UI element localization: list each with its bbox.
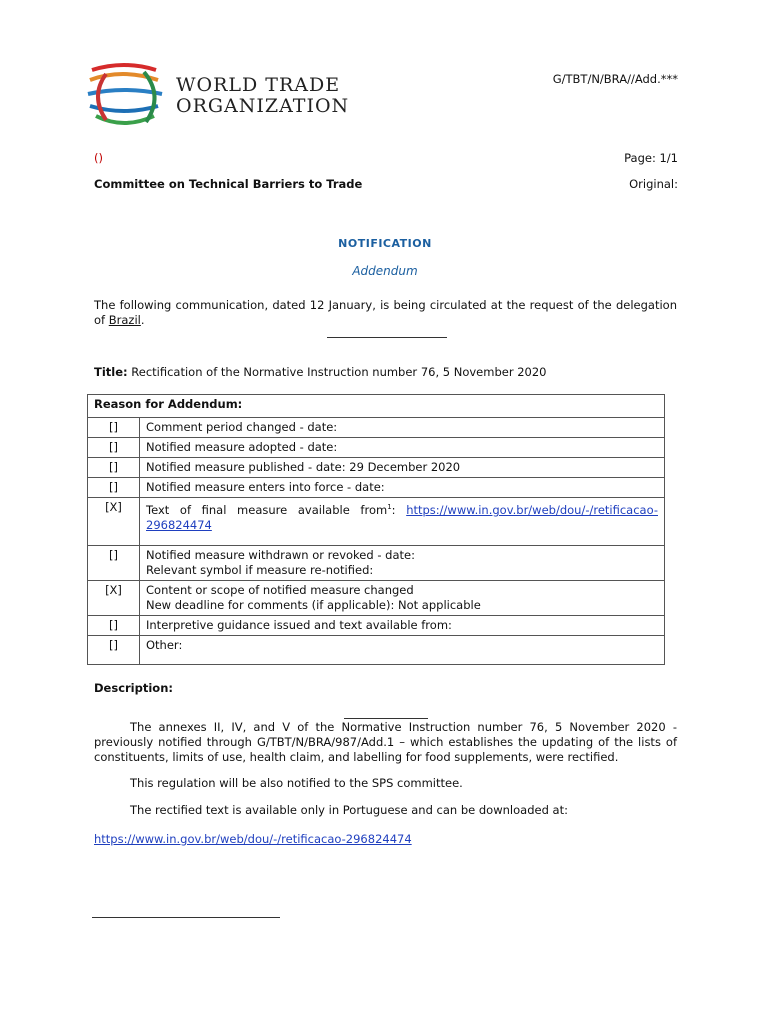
reason-text: Notified measure published - date: 29 December 2020 [140, 458, 665, 478]
table-row [88, 580, 665, 615]
footnote-separator [92, 917, 280, 918]
table-row [88, 458, 665, 478]
notification-heading: NOTIFICATION [338, 237, 432, 250]
description-paragraph-3: The rectified text is available only in Portuguese and can be downloaded at: [130, 803, 568, 817]
checkbox-mark: [] [88, 615, 140, 635]
date-placeholder: () [94, 151, 103, 165]
reasons-heading: Reason for Addendum: [88, 395, 665, 418]
table-row [88, 498, 665, 546]
reason-text [140, 498, 665, 546]
table-row [88, 418, 665, 438]
intro-paragraph [94, 298, 677, 328]
description-paragraph-2: This regulation will be also notified to the SPS committee. [130, 776, 463, 790]
addendum-subheading: Addendum [352, 264, 418, 278]
reason-line: Content or scope of notified measure changed [146, 582, 414, 597]
reason-text: Other: [140, 635, 665, 664]
reason-text [140, 580, 665, 615]
title-label: Title: [94, 365, 128, 379]
table-row [88, 615, 665, 635]
table-row [88, 635, 665, 664]
description-paragraph-1: The annexes II, IV, and V of the Normative Instruction number 76, 5 November 2020 - previously notified through G/TBT/N/BRA/987/Add.1 – which establishes the updating of the lists of constituents, limits of use, health claim, and labelling for food supplements, were rectified. [94, 720, 677, 764]
checkbox-mark: [] [88, 438, 140, 458]
section-divider [327, 337, 447, 338]
reason-line: Notified measure withdrawn or revoked - date: [146, 547, 415, 562]
reason-text [140, 545, 665, 580]
checkbox-mark: [] [88, 545, 140, 580]
document-symbol: G/TBT/N/BRA//Add.*** [552, 72, 678, 86]
reason-text-main: Text of final measure available from [146, 502, 388, 517]
reason-text: Comment period changed - date: [140, 418, 665, 438]
description-label: Description: [94, 681, 173, 695]
final-measure-link[interactable]: https://www.in.gov.br/web/dou/-/retificacao-296824474 [146, 502, 658, 532]
wto-logo [84, 60, 350, 132]
reason-line: New deadline for comments (if applicable): Not applicable [146, 597, 481, 612]
page-number: Page: 1/1 [624, 151, 678, 165]
committee-name: Committee on Technical Barriers to Trade [94, 177, 363, 191]
intro-text: The following communication, dated 12 January, is being circulated at the request of the delegation of [94, 298, 677, 327]
reason-text: Notified measure adopted - date: [140, 438, 665, 458]
description-divider [344, 718, 428, 719]
org-name-line1: WORLD TRADE [176, 74, 341, 96]
table-row [88, 438, 665, 458]
table-row [88, 478, 665, 498]
checkbox-mark: [] [88, 478, 140, 498]
reason-text: Interpretive guidance issued and text available from: [140, 615, 665, 635]
reason-colon: : [391, 502, 407, 517]
checkbox-mark: [] [88, 418, 140, 438]
country-name: Brazil [108, 313, 141, 327]
measure-title [94, 365, 546, 379]
checkbox-mark: [] [88, 635, 140, 664]
reason-text: Notified measure enters into force - date: [140, 478, 665, 498]
original-language: Original: [629, 177, 678, 191]
reason-line: Relevant symbol if measure re-notified: [146, 562, 374, 577]
checkbox-mark: [X] [88, 580, 140, 615]
table-header-row [88, 395, 665, 418]
reasons-table [87, 394, 665, 665]
table-row [88, 545, 665, 580]
footnote-ref[interactable]: 1 [387, 503, 392, 511]
wto-emblem-icon [84, 60, 168, 132]
org-name-line2: ORGANIZATION [176, 95, 350, 117]
intro-end: . [140, 313, 145, 327]
checkbox-mark: [] [88, 458, 140, 478]
title-value: Rectification of the Normative Instruction number 76, 5 November 2020 [131, 365, 547, 379]
checkbox-mark: [X] [88, 498, 140, 546]
download-link[interactable]: https://www.in.gov.br/web/dou/-/retificacao-296824474 [94, 832, 412, 846]
